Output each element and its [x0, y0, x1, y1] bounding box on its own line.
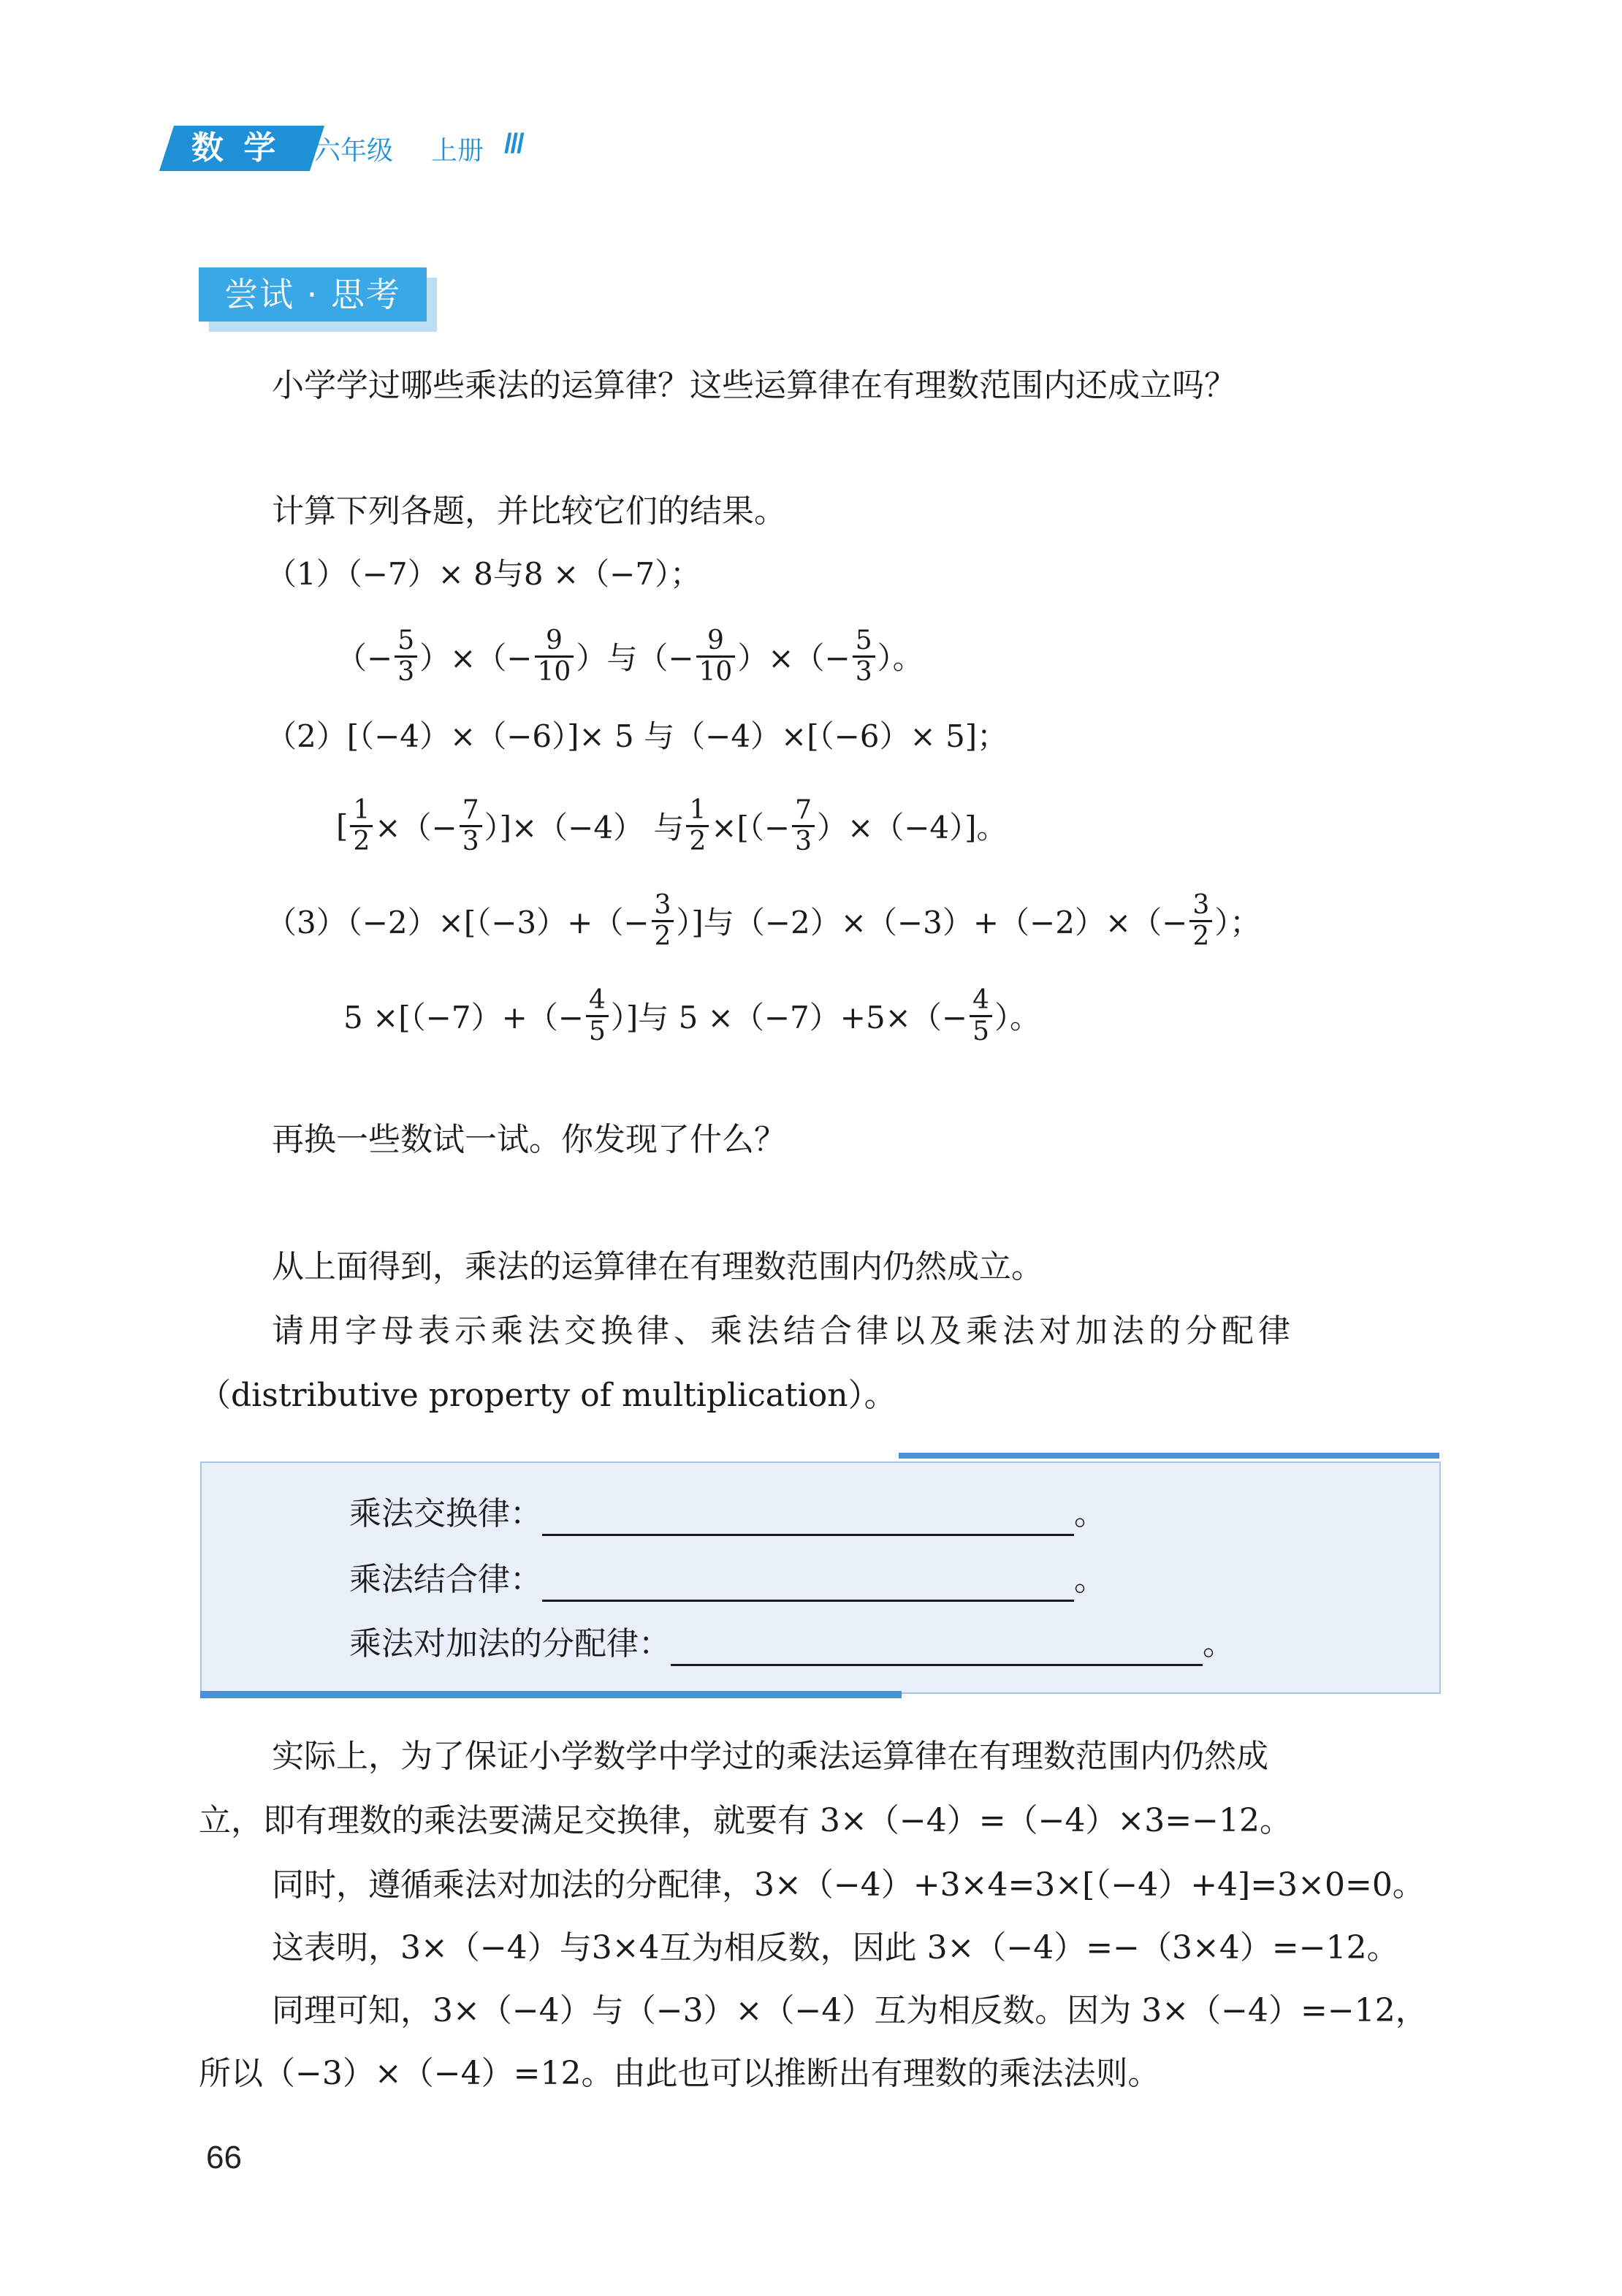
distributive-law-row [349, 1622, 1235, 1666]
try-again-prompt: 再换一些数试一试。你发现了什么？ [272, 1121, 786, 1158]
denominator: 3 [853, 655, 875, 687]
text-fragment: ）×（−4）]。 [817, 810, 1008, 845]
numerator: 9 [707, 625, 724, 655]
denominator: 3 [395, 655, 417, 687]
text-fragment: ）×（− [419, 640, 533, 676]
conclusion-line-1: 从上面得到，乘法的运算律在有理数范围内仍然成立。 [272, 1248, 1043, 1285]
fraction [535, 626, 574, 687]
numerator: 7 [462, 794, 479, 825]
numerator: 9 [545, 625, 563, 655]
header-book: 上册 [431, 136, 484, 166]
denominator: 10 [696, 655, 736, 687]
commutative-law-label: 乘法交换律： [349, 1495, 542, 1532]
associative-law-label: 乘法结合律： [349, 1561, 542, 1598]
fraction [853, 626, 875, 687]
end-mark: 。 [1203, 1625, 1235, 1662]
denominator: 2 [686, 825, 709, 856]
numerator: 3 [654, 889, 671, 920]
fraction [686, 796, 709, 856]
text-fragment: （− [336, 640, 393, 676]
denominator: 2 [1189, 920, 1212, 951]
distributive-law-label: 乘法对加法的分配律： [349, 1625, 671, 1662]
fraction [395, 626, 417, 687]
numerator: 1 [353, 794, 370, 825]
explanation-line-2: 立，即有理数的乘法要满足交换律，就要有 3×（−4）=（−4）×3=−12。 [199, 1802, 1292, 1839]
fraction [970, 986, 992, 1046]
text-fragment: ）]×（−4） 与 [484, 810, 685, 845]
numerator: 4 [972, 984, 989, 1015]
numerator: 5 [397, 625, 415, 655]
explanation-line-3: 同时，遵循乘法对加法的分配律，3×（−4）+3×4=3×[（−4）+4]=3×0=0。 [272, 1866, 1425, 1904]
text-fragment: ）]与（−2）×（−3）+（−2）×（− [676, 905, 1188, 940]
text-fragment: ）； [1214, 905, 1261, 940]
commutative-law-row [349, 1492, 1106, 1536]
text-fragment: [ [336, 807, 349, 844]
text-fragment: ）。 [994, 1000, 1040, 1035]
exercise-1b [336, 620, 924, 693]
header-grade: 六年级 [314, 136, 394, 166]
fraction [792, 796, 815, 856]
text-fragment: ）。 [877, 640, 924, 676]
explanation-line-5: 同理可知，3×（−4）与（−3）×（−4）互为相反数。因为 3×（−4）=−12， [272, 1992, 1428, 2029]
fraction [652, 891, 674, 951]
associative-law-row [349, 1558, 1106, 1602]
fraction [696, 626, 736, 687]
numerator: 5 [855, 625, 872, 655]
explanation-line-1: 实际上，为了保证小学数学中学过的乘法运算律在有理数范围内仍然成 [272, 1738, 1268, 1775]
header-slashes: /// [504, 129, 523, 159]
numerator: 7 [795, 794, 812, 825]
intro-instruction: 计算下列各题，并比较它们的结果。 [272, 493, 786, 530]
exercise-2b [336, 789, 1008, 862]
explanation-line-6: 所以（−3）×（−4）=12。由此也可以推断出有理数的乘法法则。 [199, 2055, 1160, 2092]
page-number: 66 [206, 2140, 242, 2175]
fraction [350, 796, 373, 856]
denominator: 5 [970, 1015, 992, 1046]
end-mark: 。 [1074, 1561, 1106, 1598]
denominator: 2 [350, 825, 373, 856]
explanation-line-4: 这表明，3×（−4）与3×4互为相反数，因此 3×（−4）=−（3×4）=−12。 [272, 1929, 1399, 1966]
header-subject: 数 学 [191, 129, 281, 167]
text-fragment: （3）（−2）×[（−3）+（− [266, 905, 650, 940]
exercise-2a: （2）[（−4）×（−6）]× 5 与（−4）×[（−6）× 5]； [266, 718, 1008, 754]
intro-question: 小学学过哪些乘法的运算律？这些运算律在有理数范围内还成立吗？ [272, 367, 1236, 404]
denominator: 10 [535, 655, 574, 687]
exercise-3b [343, 979, 1040, 1052]
text-fragment: ）与（− [576, 640, 694, 676]
end-mark: 。 [1074, 1495, 1106, 1532]
exercise-3a [266, 884, 1260, 957]
fraction [586, 986, 609, 1046]
numerator: 1 [689, 794, 707, 825]
text-fragment: ×[（− [711, 810, 791, 845]
law-box-bottom-accent [200, 1691, 902, 1698]
text-fragment: ）]与 5 ×（−7）+5×（− [610, 1000, 968, 1035]
denominator: 5 [586, 1015, 609, 1046]
fraction [1189, 891, 1212, 951]
numerator: 4 [588, 984, 606, 1015]
conclusion-line-2: 请用字母表示乘法交换律、乘法结合律以及乘法对加法的分配律 [272, 1312, 1295, 1350]
commutative-law-blank[interactable] [542, 1502, 1074, 1536]
exercise-1a: （1）（−7）× 8与8 ×（−7）； [266, 556, 701, 592]
denominator: 2 [652, 920, 674, 951]
distributive-law-blank[interactable] [671, 1632, 1203, 1666]
denominator: 3 [460, 825, 482, 856]
fraction [460, 796, 482, 856]
text-fragment: 5 ×[（−7）+（− [343, 1000, 584, 1035]
associative-law-blank[interactable] [542, 1567, 1074, 1602]
conclusion-line-3: （distributive property of multiplication）。 [199, 1377, 896, 1414]
law-box-top-accent [899, 1453, 1439, 1459]
text-fragment: ）×（− [737, 640, 850, 676]
numerator: 3 [1192, 889, 1210, 920]
text-fragment: ×（− [375, 810, 457, 845]
denominator: 3 [792, 825, 815, 856]
section-label: 尝试 · 思考 [199, 267, 427, 322]
